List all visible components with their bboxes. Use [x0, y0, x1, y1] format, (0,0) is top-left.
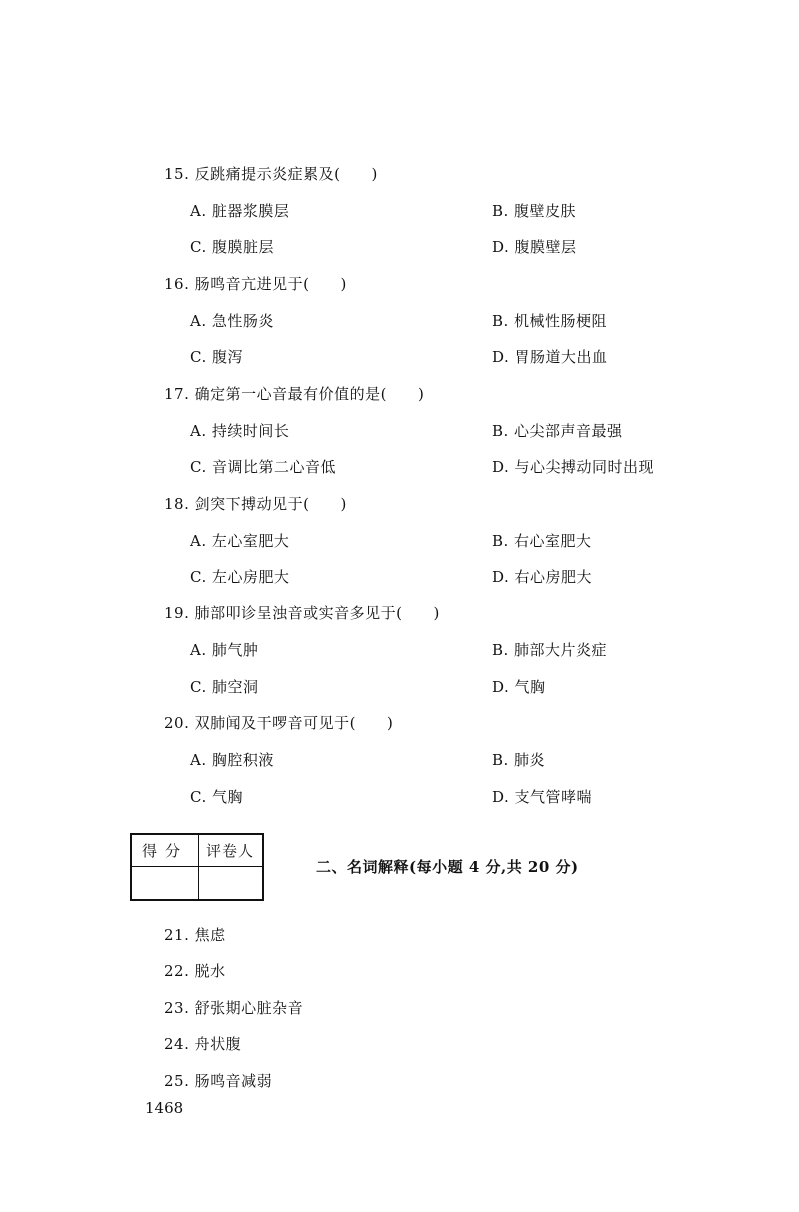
question-19-option-b: B. 肺部大片炎症 — [492, 641, 608, 659]
question-18-option-c: C. 左心房肥大 — [190, 568, 290, 586]
score-label: 得分 — [142, 842, 189, 860]
question-20-option-d: D. 支气管哮喘 — [492, 788, 593, 806]
question-18-option-a: A. 左心室肥大 — [190, 532, 290, 550]
question-17-stem: 17. 确定第一心音最有价值的是( ) — [164, 385, 425, 403]
question-18-option-d: D. 右心房肥大 — [492, 568, 593, 586]
term-23: 23. 舒张期心脏杂音 — [164, 999, 304, 1017]
grader-label: 评卷人 — [206, 842, 255, 860]
section-title: 二、名词解释(每小题 4 分,共 20 分) — [316, 858, 579, 876]
question-18-option-b: B. 右心室肥大 — [492, 532, 592, 550]
question-15-option-c: C. 腹膜脏层 — [190, 238, 274, 256]
question-19-option-d: D. 气胸 — [492, 678, 546, 696]
term-22: 22. 脱水 — [164, 962, 226, 980]
question-16-option-c: C. 腹泻 — [190, 348, 243, 366]
question-16-option-d: D. 胃肠道大出血 — [492, 348, 608, 366]
term-25: 25. 肠鸣音减弱 — [164, 1072, 273, 1090]
question-20-stem: 20. 双肺闻及干啰音可见于( ) — [164, 714, 394, 732]
question-18-stem: 18. 剑突下搏动见于( ) — [164, 495, 347, 513]
question-15-stem: 15. 反跳痛提示炎症累及( ) — [164, 165, 378, 183]
score-table — [130, 833, 264, 901]
question-20-option-c: C. 气胸 — [190, 788, 243, 806]
question-17-option-b: B. 心尖部声音最强 — [492, 422, 623, 440]
term-24: 24. 舟状腹 — [164, 1035, 242, 1053]
question-16-option-b: B. 机械性肠梗阻 — [492, 312, 608, 330]
question-17-option-d: D. 与心尖搏动同时出现 — [492, 458, 655, 476]
score-table-divider-horizontal — [132, 866, 262, 867]
question-20-option-b: B. 肺炎 — [492, 751, 546, 769]
question-19-option-a: A. 肺气肿 — [190, 641, 259, 659]
question-20-option-a: A. 胸腔积液 — [190, 751, 274, 769]
question-16-stem: 16. 肠鸣音亢进见于( ) — [164, 275, 347, 293]
question-17-option-a: A. 持续时间长 — [190, 422, 290, 440]
question-15-option-b: B. 腹壁皮肤 — [492, 202, 577, 220]
question-19-stem: 19. 肺部叩诊呈浊音或实音多见于( ) — [164, 604, 440, 622]
question-17-option-c: C. 音调比第二心音低 — [190, 458, 336, 476]
score-table-divider-vertical — [198, 835, 199, 899]
question-19-option-c: C. 肺空洞 — [190, 678, 259, 696]
term-21: 21. 焦虑 — [164, 926, 226, 944]
question-15-option-a: A. 脏器浆膜层 — [190, 202, 290, 220]
question-15-option-d: D. 腹膜壁层 — [492, 238, 577, 256]
page-number: 1468 — [145, 1099, 184, 1117]
question-16-option-a: A. 急性肠炎 — [190, 312, 274, 330]
